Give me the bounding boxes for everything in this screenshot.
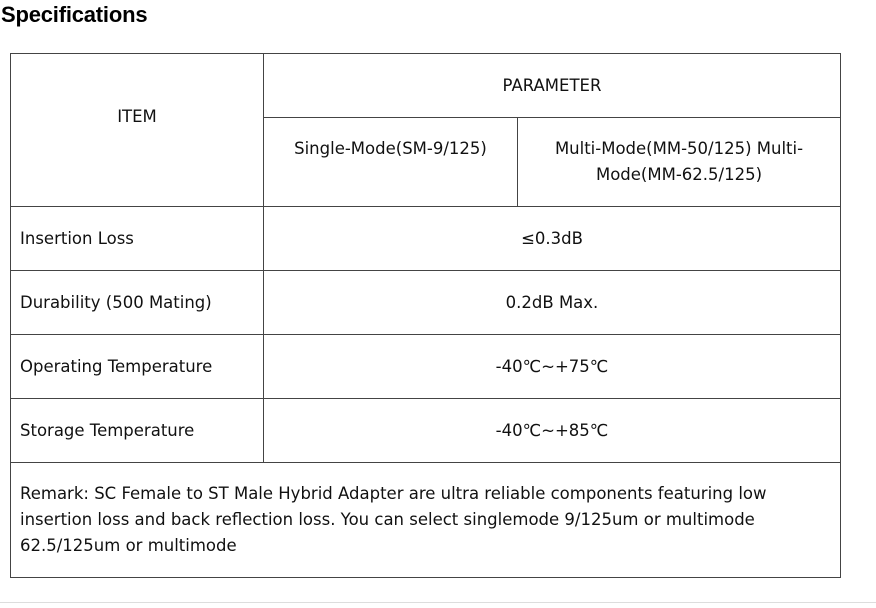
row-item-label: Operating Temperature bbox=[11, 335, 264, 399]
table-row bbox=[11, 207, 841, 271]
header-multi-mode: Multi-Mode(MM-50/125) Multi-Mode(MM-62.5/125) bbox=[518, 118, 841, 207]
row-value: ≤0.3dB bbox=[264, 207, 841, 271]
table-row bbox=[11, 271, 841, 335]
bottom-divider bbox=[0, 602, 876, 603]
header-parameter: PARAMETER bbox=[264, 54, 841, 118]
row-value: 0.2dB Max. bbox=[264, 271, 841, 335]
table-row bbox=[11, 399, 841, 463]
remark-text: Remark: SC Female to ST Male Hybrid Adapter are ultra reliable components featuring low insertion loss and back reflection loss. You can select singlemode 9/125um or multimode 62.5/125um or multimode bbox=[11, 463, 841, 578]
page-title: Specifications bbox=[1, 2, 148, 27]
row-value: -40℃~+75℃ bbox=[264, 335, 841, 399]
row-item-label: Durability (500 Mating) bbox=[11, 271, 264, 335]
row-item-label: Insertion Loss bbox=[11, 207, 264, 271]
specifications-table bbox=[10, 53, 841, 578]
header-item: ITEM bbox=[11, 54, 264, 207]
table-header-row bbox=[11, 54, 841, 118]
table-row bbox=[11, 335, 841, 399]
header-single-mode: Single-Mode(SM-9/125) bbox=[264, 118, 518, 207]
remark-row bbox=[11, 463, 841, 578]
row-item-label: Storage Temperature bbox=[11, 399, 264, 463]
row-value: -40℃~+85℃ bbox=[264, 399, 841, 463]
